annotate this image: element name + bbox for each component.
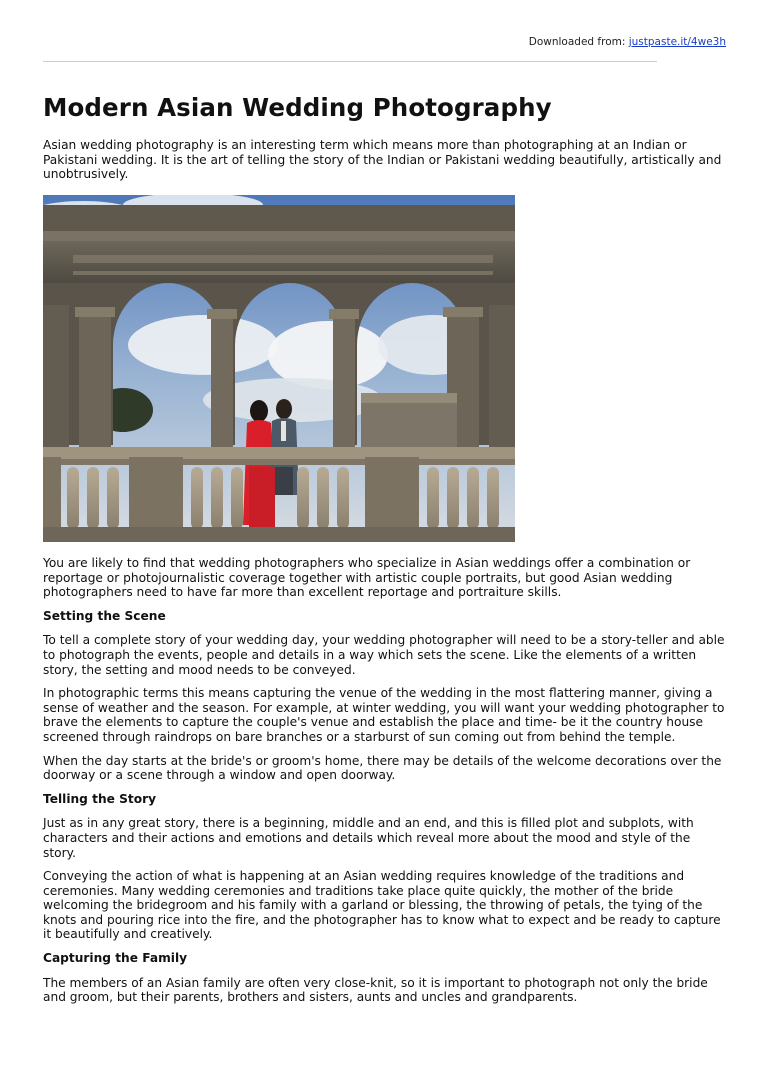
section-heading-capturing-the-family: Capturing the Family: [43, 951, 188, 966]
paragraph: To tell a complete story of your wedding day, your wedding photographer will need to be a story-teller and able to photograph the events, people and details in a way which sets the scene. Like the elements of a written story, the setting and mood needs to be conveyed.: [43, 633, 725, 677]
source-prefix: Downloaded from:: [528, 36, 629, 48]
intro-paragraph: Asian wedding photography is an interesting term which means more than photographing at an Indian or Pakistani wedding. It is the art of telling the story of the Indian or Pakistani wedding beautifully, artistically and unobtrusively.: [43, 138, 722, 182]
paragraph: Just as in any great story, there is a beginning, middle and an end, and this is filled plot and subplots, with characters and their actions and emotions and details which reveal more about the mood and style of the story.: [43, 816, 694, 860]
paragraph: Conveying the action of what is happening at an Asian wedding requires knowledge of the traditions and ceremonies. Many wedding ceremonies and traditions take place quite quickly, the mother of the bride welcoming the bridegroom and his family with a garland or blessing, the throwing of petals, the tying of the knots and pouring rice into the fire, and the photographer has to know what to expect and be ready to capture it beautifully and creatively.: [43, 869, 721, 942]
paragraph: The members of an Asian family are often very close-knit, so it is important to photograph not only the bride and groom, but their parents, brothers and sisters, aunts and uncles and grandparents.: [43, 975, 708, 1005]
section-heading-telling-the-story: Telling the Story: [43, 791, 157, 806]
header-divider: [43, 61, 657, 62]
paragraph: When the day starts at the bride's or groom's home, there may be details of the welcome decorations over the doorway or a scene through a window and open doorway.: [43, 753, 722, 783]
wedding-photo: [43, 195, 515, 542]
intro-block: [43, 138, 726, 182]
section-heading-setting-the-scene: Setting the Scene: [43, 608, 166, 623]
page-title: Modern Asian Wedding Photography: [43, 93, 552, 122]
paragraph: In photographic terms this means capturing the venue of the wedding in the most flattering manner, giving a sense of weather and the season. For example, at winter wedding, you will want your wedding photographer to brave the elements to capture the couple's venue and establish the place and time- be it the country house screened through raindrops on bare branches or a starburst of sun coming out from behind the temple.: [43, 686, 725, 744]
article-body: [43, 556, 726, 1005]
source-attribution: [529, 36, 726, 48]
source-link[interactable]: justpaste.it/4we3h: [628, 36, 726, 48]
paragraph-after-photo: You are likely to find that wedding photographers who specialize in Asian weddings offer a combination or reportage or photojournalistic coverage together with artistic couple portraits, but good Asian wedding photographers need to have far more than excellent reportage and portraiture skills.: [43, 556, 691, 600]
